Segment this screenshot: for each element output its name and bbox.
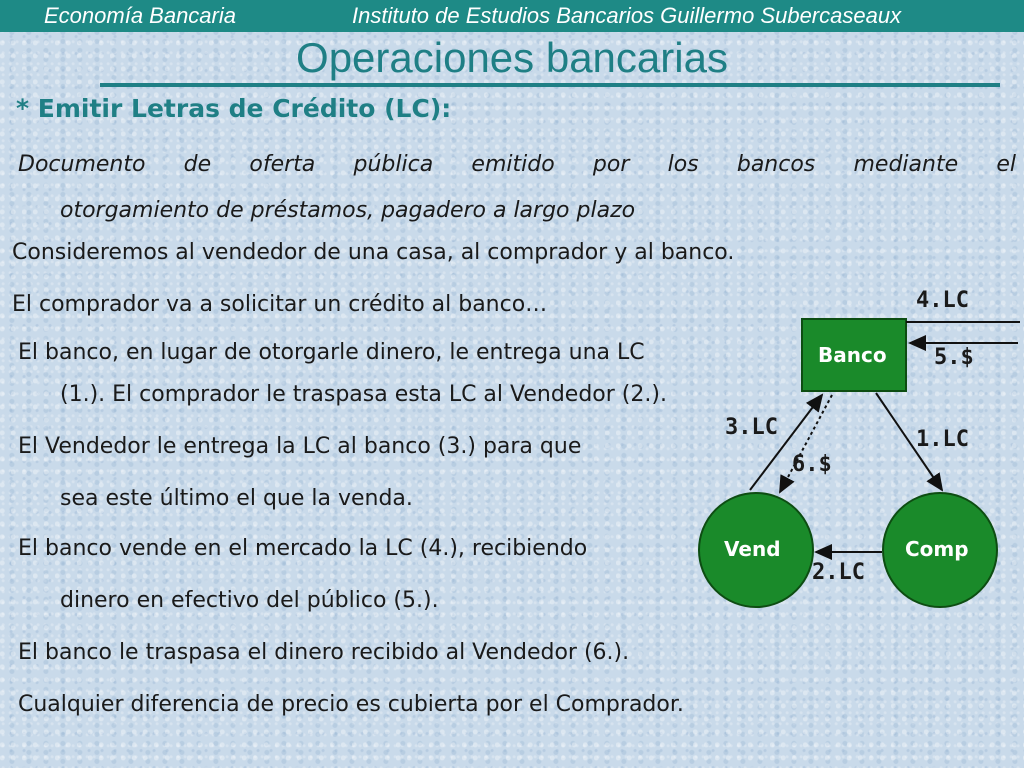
label-5-cash: 5.$: [934, 345, 974, 370]
institute-name: Instituto de Estudios Bancarios Guillermo Subercaseaux: [352, 3, 902, 28]
paragraph-6: El banco le traspasa el dinero recibido al Vendedor (6.).: [18, 640, 630, 665]
seller-label: Vend: [724, 537, 781, 561]
buyer-label: Comp: [905, 537, 969, 561]
section-heading: * Emitir Letras de Crédito (LC):: [16, 94, 452, 123]
label-6-cash: 6.$: [792, 452, 832, 477]
label-1-lc: 1.LC: [916, 427, 969, 452]
paragraph-3-line-1: El banco, en lugar de otorgarle dinero, le entrega una LC: [18, 340, 645, 365]
paragraph-3-line-2: (1.). El comprador le traspasa esta LC al Vendedor (2.).: [60, 382, 667, 407]
label-3-lc: 3.LC: [725, 415, 778, 440]
definition-line-1: Documento de oferta pública emitido por los bancos mediante el: [18, 152, 1016, 177]
paragraph-5-line-2: dinero en efectivo del público (5.).: [60, 588, 439, 613]
paragraph-2: El comprador va a solicitar un crédito al banco…: [12, 292, 548, 317]
slide-title: Operaciones bancarias: [296, 34, 728, 81]
definition-line-2: otorgamiento de préstamos, pagadero a largo plazo: [60, 198, 636, 223]
paragraph-4-line-1: El Vendedor le entrega la LC al banco (3.) para que: [18, 434, 582, 459]
paragraph-5-line-1: El banco vende en el mercado la LC (4.), recibiendo: [18, 536, 588, 561]
paragraph-7: Cualquier diferencia de precio es cubierta por el Comprador.: [18, 692, 684, 717]
label-2-lc: 2.LC: [812, 560, 865, 585]
label-4-lc: 4.LC: [916, 288, 969, 313]
paragraph-4-line-2: sea este último el que la venda.: [60, 486, 413, 511]
course-name: Economía Bancaria: [44, 3, 236, 28]
paragraph-1: Consideremos al vendedor de una casa, al comprador y al banco.: [12, 240, 735, 265]
arrow-6-cash: [780, 395, 832, 492]
bank-label: Banco: [818, 343, 887, 367]
